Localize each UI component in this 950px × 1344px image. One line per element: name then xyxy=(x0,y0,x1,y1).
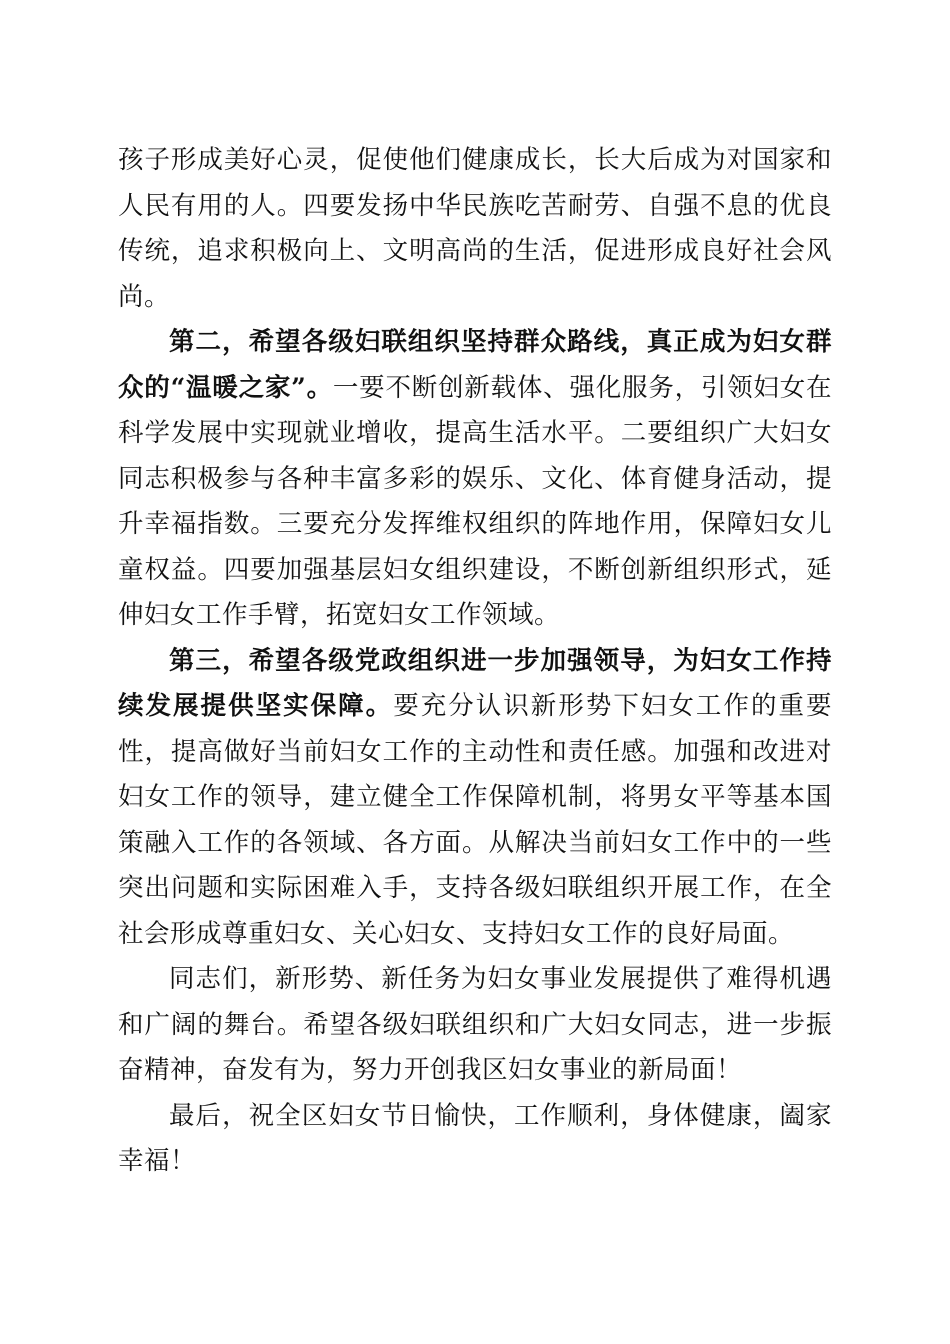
paragraph-text: 最后，祝全区妇女节日愉快，工作顺利，身体健康，阖家幸福！ xyxy=(118,1100,832,1176)
paragraph-third-point xyxy=(118,639,832,958)
paragraph-closing xyxy=(118,1094,832,1185)
paragraph-text: 孩子形成美好心灵，促使他们健康成长，长大后成为对国家和人民有用的人。四要发扬中华民族吃苦耐劳、自强不息的优良传统，追求积极向上、文明高尚的生活，促进形成良好社会风尚。 xyxy=(118,145,832,312)
paragraph-heading: 第三，希望各级党政组织进一步加强领导，为妇女工作持续发展提供坚实保障。 xyxy=(118,645,832,721)
paragraph-comrades xyxy=(118,957,832,1094)
paragraph-text: 同志们，新形势、新任务为妇女事业发展提供了难得机遇和广阔的舞台。希望各级妇联组织和广大妇女同志，进一步振奋精神，奋发有为，努力开创我区妇女事业的新局面！ xyxy=(118,964,832,1085)
paragraph-second-point xyxy=(118,320,832,639)
paragraph-heading: 第二，希望各级妇联组织坚持群众路线，真正成为妇女群众的“温暖之家”。 xyxy=(118,327,832,403)
document-page xyxy=(118,138,832,1185)
paragraph-text: 要充分认识新形势下妇女工作的重要性，提高做好当前妇女工作的主动性和责任感。加强和改进对妇女工作的领导，建立健全工作保障机制，将男女平等基本国策融入工作的各领域、各方面。从解决当前妇女工作中的一些突出问题和实际困难入手，支持各级妇联组织开展工作，在全社会形成尊重妇女、关心妇女、支持妇女工作的良好局面。 xyxy=(118,691,832,949)
paragraph-text: 一要不断创新载体、强化服务，引领妇女在科学发展中实现就业增收，提高生活水平。二要组织广大妇女同志积极参与各种丰富多彩的娱乐、文化、体育健身活动，提升幸福指数。三要充分发挥维权组织的阵地作用，保障妇女儿童权益。四要加强基层妇女组织建设，不断创新组织形式，延伸妇女工作手臂，拓宽妇女工作领域。 xyxy=(118,372,832,630)
paragraph-continuation xyxy=(118,138,832,320)
